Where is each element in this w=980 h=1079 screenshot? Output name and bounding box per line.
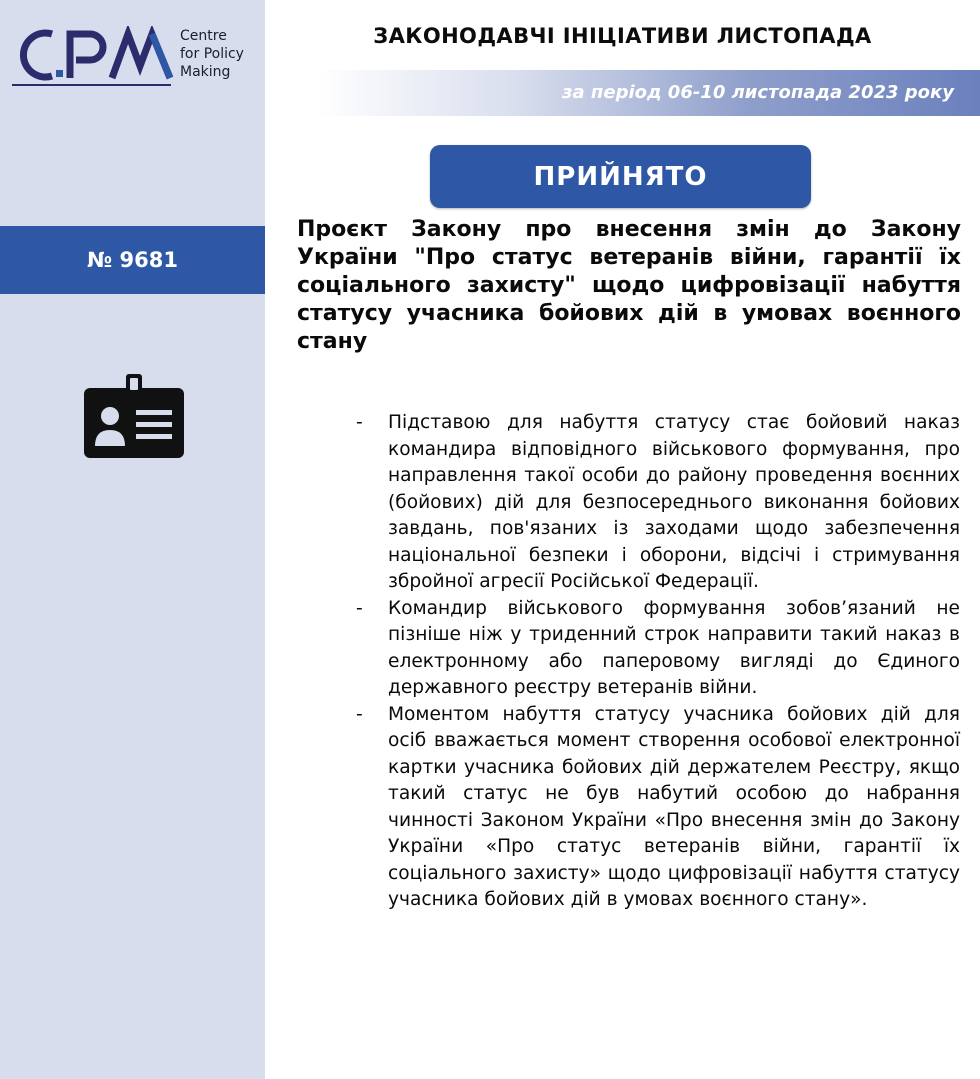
bullet-dash: - — [356, 412, 363, 433]
logo-text-line: for Policy — [180, 46, 244, 62]
logo-text-line: Centre — [180, 28, 227, 44]
list-item — [356, 596, 960, 702]
bill-number: № 9681 — [86, 248, 179, 272]
page-title: ЗАКОНОДАВЧІ ІНІЦІАТИВИ ЛИСТОПАДА — [373, 24, 872, 48]
point-text: Підставою для набуття статусу стає бойовий наказ командира відповідного військового формування, про направлення такої особи до району проведення воєнних (бойових) дій для безпосереднього виконання бойових завдань, пов'язаних із заходами щодо забезпечення національної безпеки і оборони, відсічі і стримування збройної агресії Російської Федерації. — [388, 412, 960, 592]
point-text: Моментом набуття статусу учасника бойових дій для осіб вважається момент створення особової електронної картки учасника бойових дій держателем Реєстру, якщо такий статус не був набутий особою до набрання чинності Законом України «Про внесення змін до Закону України «Про статус ветеранів війни, гарантії їх соціального захисту» щодо цифровізації набуття статусу учасника бойових дій в умовах воєнного стану». — [388, 703, 960, 910]
period-text: за період 06-10 листопада 2023 року — [562, 82, 954, 103]
status-badge — [430, 145, 811, 208]
logo-underline — [12, 84, 171, 86]
list-item — [356, 702, 960, 914]
id-card-icon — [82, 372, 186, 460]
status-label: ПРИЙНЯТО — [533, 161, 708, 192]
bullet-dash: - — [356, 597, 363, 619]
points-list — [356, 410, 960, 914]
cpm-logo-mark — [12, 26, 177, 84]
point-text: Командир військового формування зобов’язаний не пізніше ніж у триденний строк направити такий наказ в електронному або паперовому вигляді до Єдиного державного реєстру ветеранів війни. — [388, 597, 960, 698]
period-bar — [318, 70, 980, 116]
bullet-dash: - — [356, 703, 363, 725]
list-item — [356, 410, 960, 596]
bill-title: Проєкт Закону про внесення змін до Закону України "Про статус ветеранів війни, гарантії їх соціального захисту" щодо цифровізації набуття статусу учасника бойових дій в умовах воєнного стану — [297, 217, 961, 354]
logo-text-line: Making — [180, 64, 231, 80]
sidebar — [0, 0, 265, 1079]
logo-text — [180, 27, 244, 81]
bill-number-band — [0, 226, 265, 294]
